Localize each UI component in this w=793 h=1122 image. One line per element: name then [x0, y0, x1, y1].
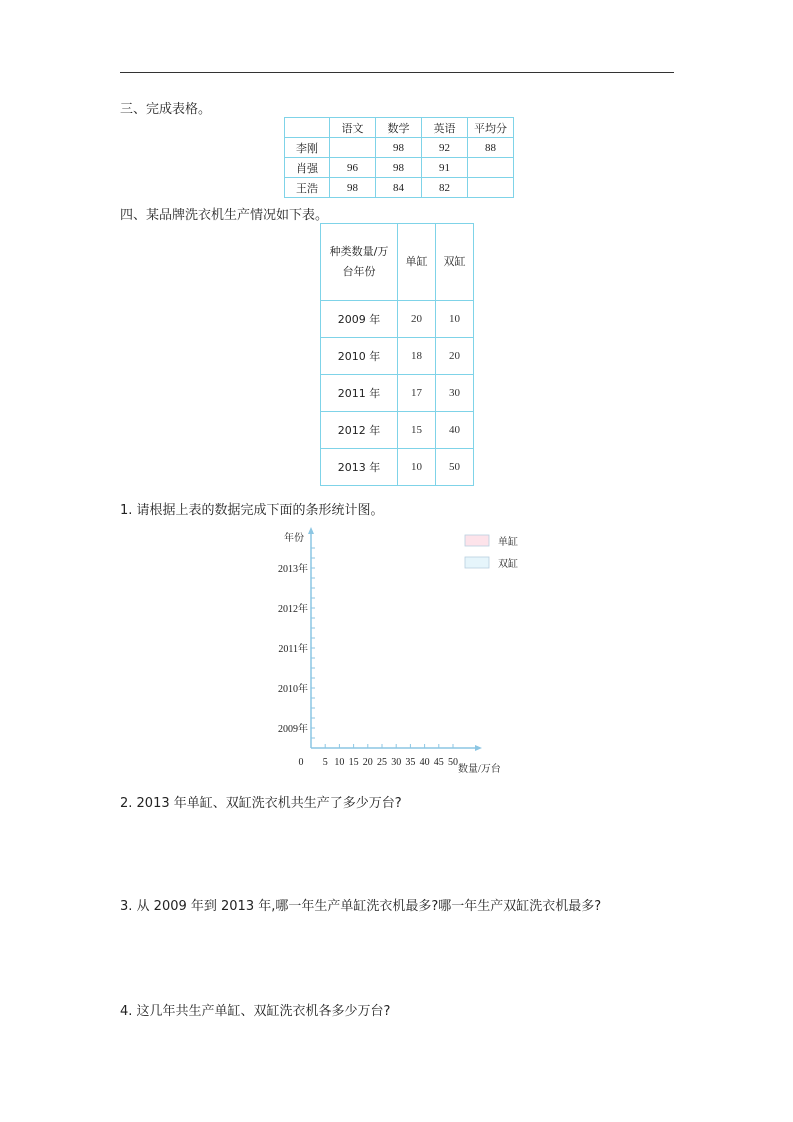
student-name: 肖强: [285, 158, 330, 178]
x-tick-label: 50: [448, 757, 458, 768]
double-cell: 10: [436, 301, 474, 338]
student-name: 王浩: [285, 178, 330, 198]
student-name: 李刚: [285, 138, 330, 158]
corner-line-1: 种类数量/万: [329, 245, 389, 258]
single-cell: 18: [398, 338, 436, 375]
legend-label: 双缸: [498, 559, 518, 570]
scores-header-english: 英语: [422, 118, 468, 138]
y-tick-label: 2013年: [278, 564, 308, 575]
x-tick-label: 45: [433, 757, 444, 768]
section4-title: 四、某品牌洗衣机生产情况如下表。: [120, 208, 329, 223]
year-cell: 2013 年: [321, 449, 398, 486]
x-axis-label: 数量/万台: [458, 764, 501, 775]
scores-row: [285, 138, 514, 158]
double-cell: 20: [436, 338, 474, 375]
average-cell[interactable]: [468, 178, 514, 198]
y-tick-label: 2012年: [278, 604, 308, 615]
year-cell: 2011 年: [321, 375, 398, 412]
corner-line-2: 台年份: [342, 265, 376, 278]
scores-header-average: 平均分: [468, 118, 514, 138]
score-cell: 82: [422, 178, 468, 198]
production-row: [321, 449, 474, 486]
x-tick-label: 20: [362, 757, 373, 768]
question-2: 2. 2013 年单缸、双缸洗衣机共生产了多少万台?: [120, 796, 402, 811]
single-cell: 20: [398, 301, 436, 338]
scores-row: [285, 158, 514, 178]
double-cell: 50: [436, 449, 474, 486]
x-tick-label: 40: [419, 757, 430, 768]
single-cell: 10: [398, 449, 436, 486]
y-tick-label: 2009年: [278, 724, 308, 735]
scores-table: [284, 117, 514, 198]
question-1: 1. 请根据上表的数据完成下面的条形统计图。: [120, 503, 384, 518]
production-header-single: 单缸: [398, 224, 436, 301]
production-header-double: 双缸: [436, 224, 474, 301]
score-cell: 91: [422, 158, 468, 178]
production-header-row: [321, 224, 474, 301]
production-header-corner: [321, 224, 398, 301]
production-row: [321, 301, 474, 338]
x-tick-label: 25: [377, 757, 387, 768]
average-cell[interactable]: [468, 158, 514, 178]
production-row: [321, 338, 474, 375]
x-axis-arrow-icon: [475, 745, 482, 751]
x-tick-label: 5: [322, 757, 328, 768]
scores-row: [285, 178, 514, 198]
y-axis-label: 年份: [284, 533, 304, 544]
x-tick-label: 30: [391, 757, 402, 768]
legend-swatch: [465, 535, 489, 546]
bar-chart[interactable]: [260, 525, 540, 780]
year-cell: 2009 年: [321, 301, 398, 338]
y-tick-label: 2011年: [278, 644, 308, 655]
score-cell[interactable]: [330, 138, 376, 158]
legend-label: 单缸: [498, 537, 518, 548]
scores-header-corner: [285, 118, 330, 138]
year-cell: 2010 年: [321, 338, 398, 375]
scores-header-row: [285, 118, 514, 138]
top-rule: [120, 72, 674, 73]
score-cell: 98: [376, 138, 422, 158]
score-cell: 98: [376, 158, 422, 178]
single-cell: 17: [398, 375, 436, 412]
score-cell: 92: [422, 138, 468, 158]
average-cell: 88: [468, 138, 514, 158]
question-4: 4. 这几年共生产单缸、双缸洗衣机各多少万台?: [120, 1004, 391, 1019]
y-axis-arrow-icon: [308, 527, 314, 534]
x-tick-label: 10: [334, 757, 345, 768]
legend-swatch: [465, 557, 489, 568]
score-cell: 96: [330, 158, 376, 178]
production-row: [321, 412, 474, 449]
single-cell: 15: [398, 412, 436, 449]
x-tick-label: 35: [405, 757, 416, 768]
production-row: [321, 375, 474, 412]
score-cell: 84: [376, 178, 422, 198]
production-table: [320, 223, 474, 486]
score-cell: 98: [330, 178, 376, 198]
scores-header-chinese: 语文: [330, 118, 376, 138]
x-tick-label: 15: [348, 757, 359, 768]
double-cell: 30: [436, 375, 474, 412]
y-tick-label: 2010年: [278, 684, 308, 695]
x-tick-label: 0: [298, 757, 304, 768]
year-cell: 2012 年: [321, 412, 398, 449]
scores-header-math: 数学: [376, 118, 422, 138]
question-3: 3. 从 2009 年到 2013 年,哪一年生产单缸洗衣机最多?哪一年生产双缸洗衣机最多?: [120, 899, 602, 914]
section3-title: 三、完成表格。: [120, 102, 212, 117]
double-cell: 40: [436, 412, 474, 449]
